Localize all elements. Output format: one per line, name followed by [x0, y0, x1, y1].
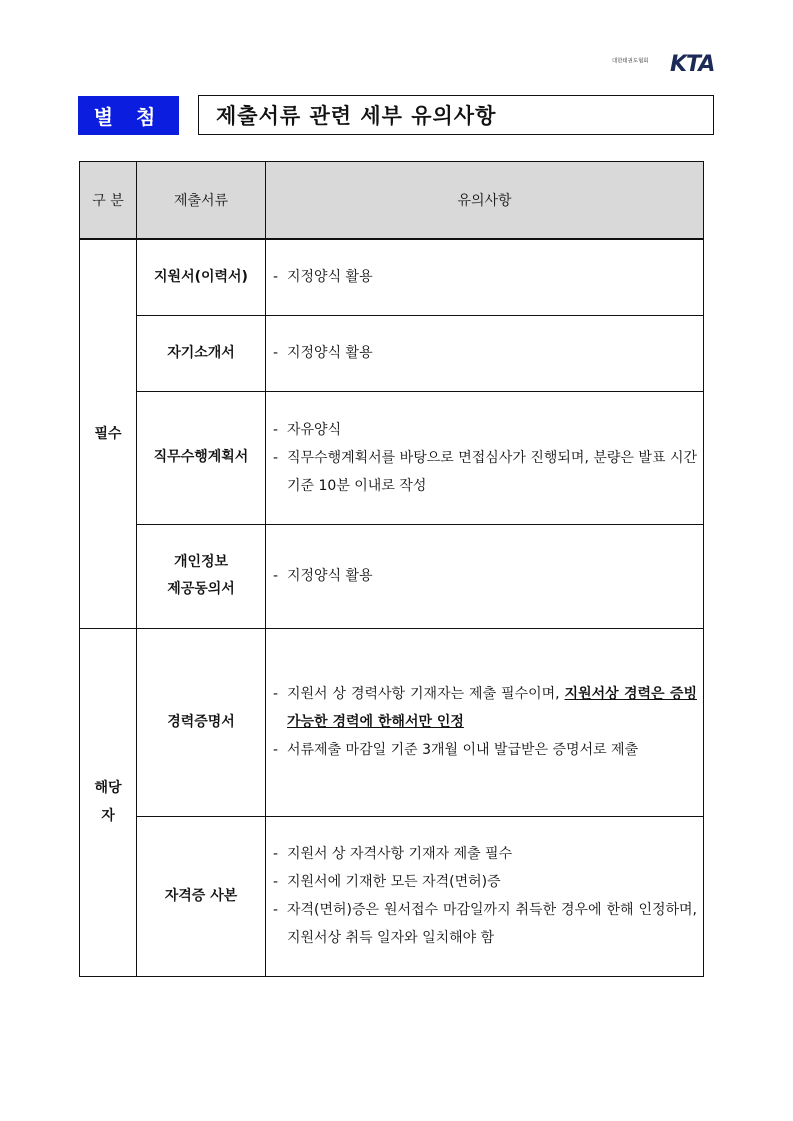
bullet: -: [273, 568, 279, 584]
document-name: 직무수행계획서: [137, 391, 266, 524]
list-item: [273, 680, 697, 736]
table-row: [80, 239, 704, 315]
bullet: -: [273, 345, 279, 361]
note-text: [287, 680, 697, 736]
logo-org-name: [612, 58, 659, 64]
kta-logo: [612, 52, 715, 78]
document-name: 지원서(이력서): [137, 239, 266, 315]
note-text: 지정양식 활용: [287, 269, 373, 286]
table-row: [80, 391, 704, 524]
list-item: [273, 444, 697, 500]
category-line: 자: [101, 808, 115, 824]
list-item: [273, 416, 697, 444]
bullet: -: [273, 846, 279, 862]
bullet: -: [273, 686, 279, 702]
document-name: [137, 524, 266, 628]
table-row: [80, 628, 704, 816]
notes-cell: [266, 524, 704, 628]
note-text: 서류제출 마감일 기준 3개월 이내 발급받은 증명서로 제출: [287, 742, 639, 758]
note-text: 지원서에 기재한 모든 자격(면허)증: [287, 874, 501, 890]
bullet: -: [273, 902, 279, 918]
note-text: 자유양식: [287, 421, 342, 438]
document-name: 자기소개서: [137, 315, 266, 391]
bullet: -: [273, 421, 279, 438]
note-text: 직무수행계획서를 바탕으로 면접심사가 진행되며, 분량은 발표 시간 기준 10분 이내로 작성: [287, 449, 697, 494]
category-applicable: [80, 628, 137, 976]
notes-cell: [266, 239, 704, 315]
notes-cell: [266, 816, 704, 976]
note-plain-text: 지원서 상 경력사항 기재자는 제출 필수이며,: [287, 686, 565, 702]
note-text: 지정양식 활용: [287, 345, 373, 361]
bullet: -: [273, 742, 279, 758]
note-text: 자격(면허)증은 원서접수 마감일까지 취득한 경우에 한해 인정하며, 지원서상 취득 일자와 일치해야 함: [287, 902, 697, 946]
list-item: [273, 840, 697, 868]
header-document: 제출서류: [137, 162, 266, 240]
table-row: [80, 816, 704, 976]
note-text: 지원서 상 자격사항 기재자 제출 필수: [287, 846, 513, 862]
table-header-row: [80, 162, 704, 240]
bullet: -: [273, 269, 279, 286]
header-category: 구 분: [80, 162, 137, 240]
attachment-badge: 별 첨: [78, 96, 179, 135]
page-title: 제출서류 관련 세부 유의사항: [198, 95, 714, 135]
note-emphasis-text: 지원서상 경력은 증빙 가능한 경력에 한해서만 인정: [287, 686, 697, 730]
list-item: [273, 868, 697, 896]
category-required: 필수: [80, 239, 137, 628]
document-name: 자격증 사본: [137, 816, 266, 976]
logo-org-name-ko: 대한태권도협회: [612, 58, 649, 65]
list-item: [273, 562, 697, 590]
list-item: [273, 896, 697, 952]
table-row: [80, 524, 704, 628]
bullet: -: [273, 449, 279, 466]
category-line: 해당: [94, 780, 122, 796]
requirements-table: [79, 161, 704, 977]
notes-cell: [266, 391, 704, 524]
list-item: [273, 263, 697, 291]
notes-cell: [266, 628, 704, 816]
list-item: [273, 736, 697, 764]
document-name: 경력증명서: [137, 628, 266, 816]
document-name-line: 제공동의서: [167, 581, 235, 597]
bullet: -: [273, 874, 279, 890]
logo-mark: KTA: [670, 52, 715, 77]
document-name-line: 개인정보: [173, 554, 229, 570]
list-item: [273, 339, 697, 367]
notes-cell: [266, 315, 704, 391]
header-notes: 유의사항: [266, 162, 704, 240]
table-row: [80, 315, 704, 391]
note-text: 지정양식 활용: [287, 568, 373, 584]
